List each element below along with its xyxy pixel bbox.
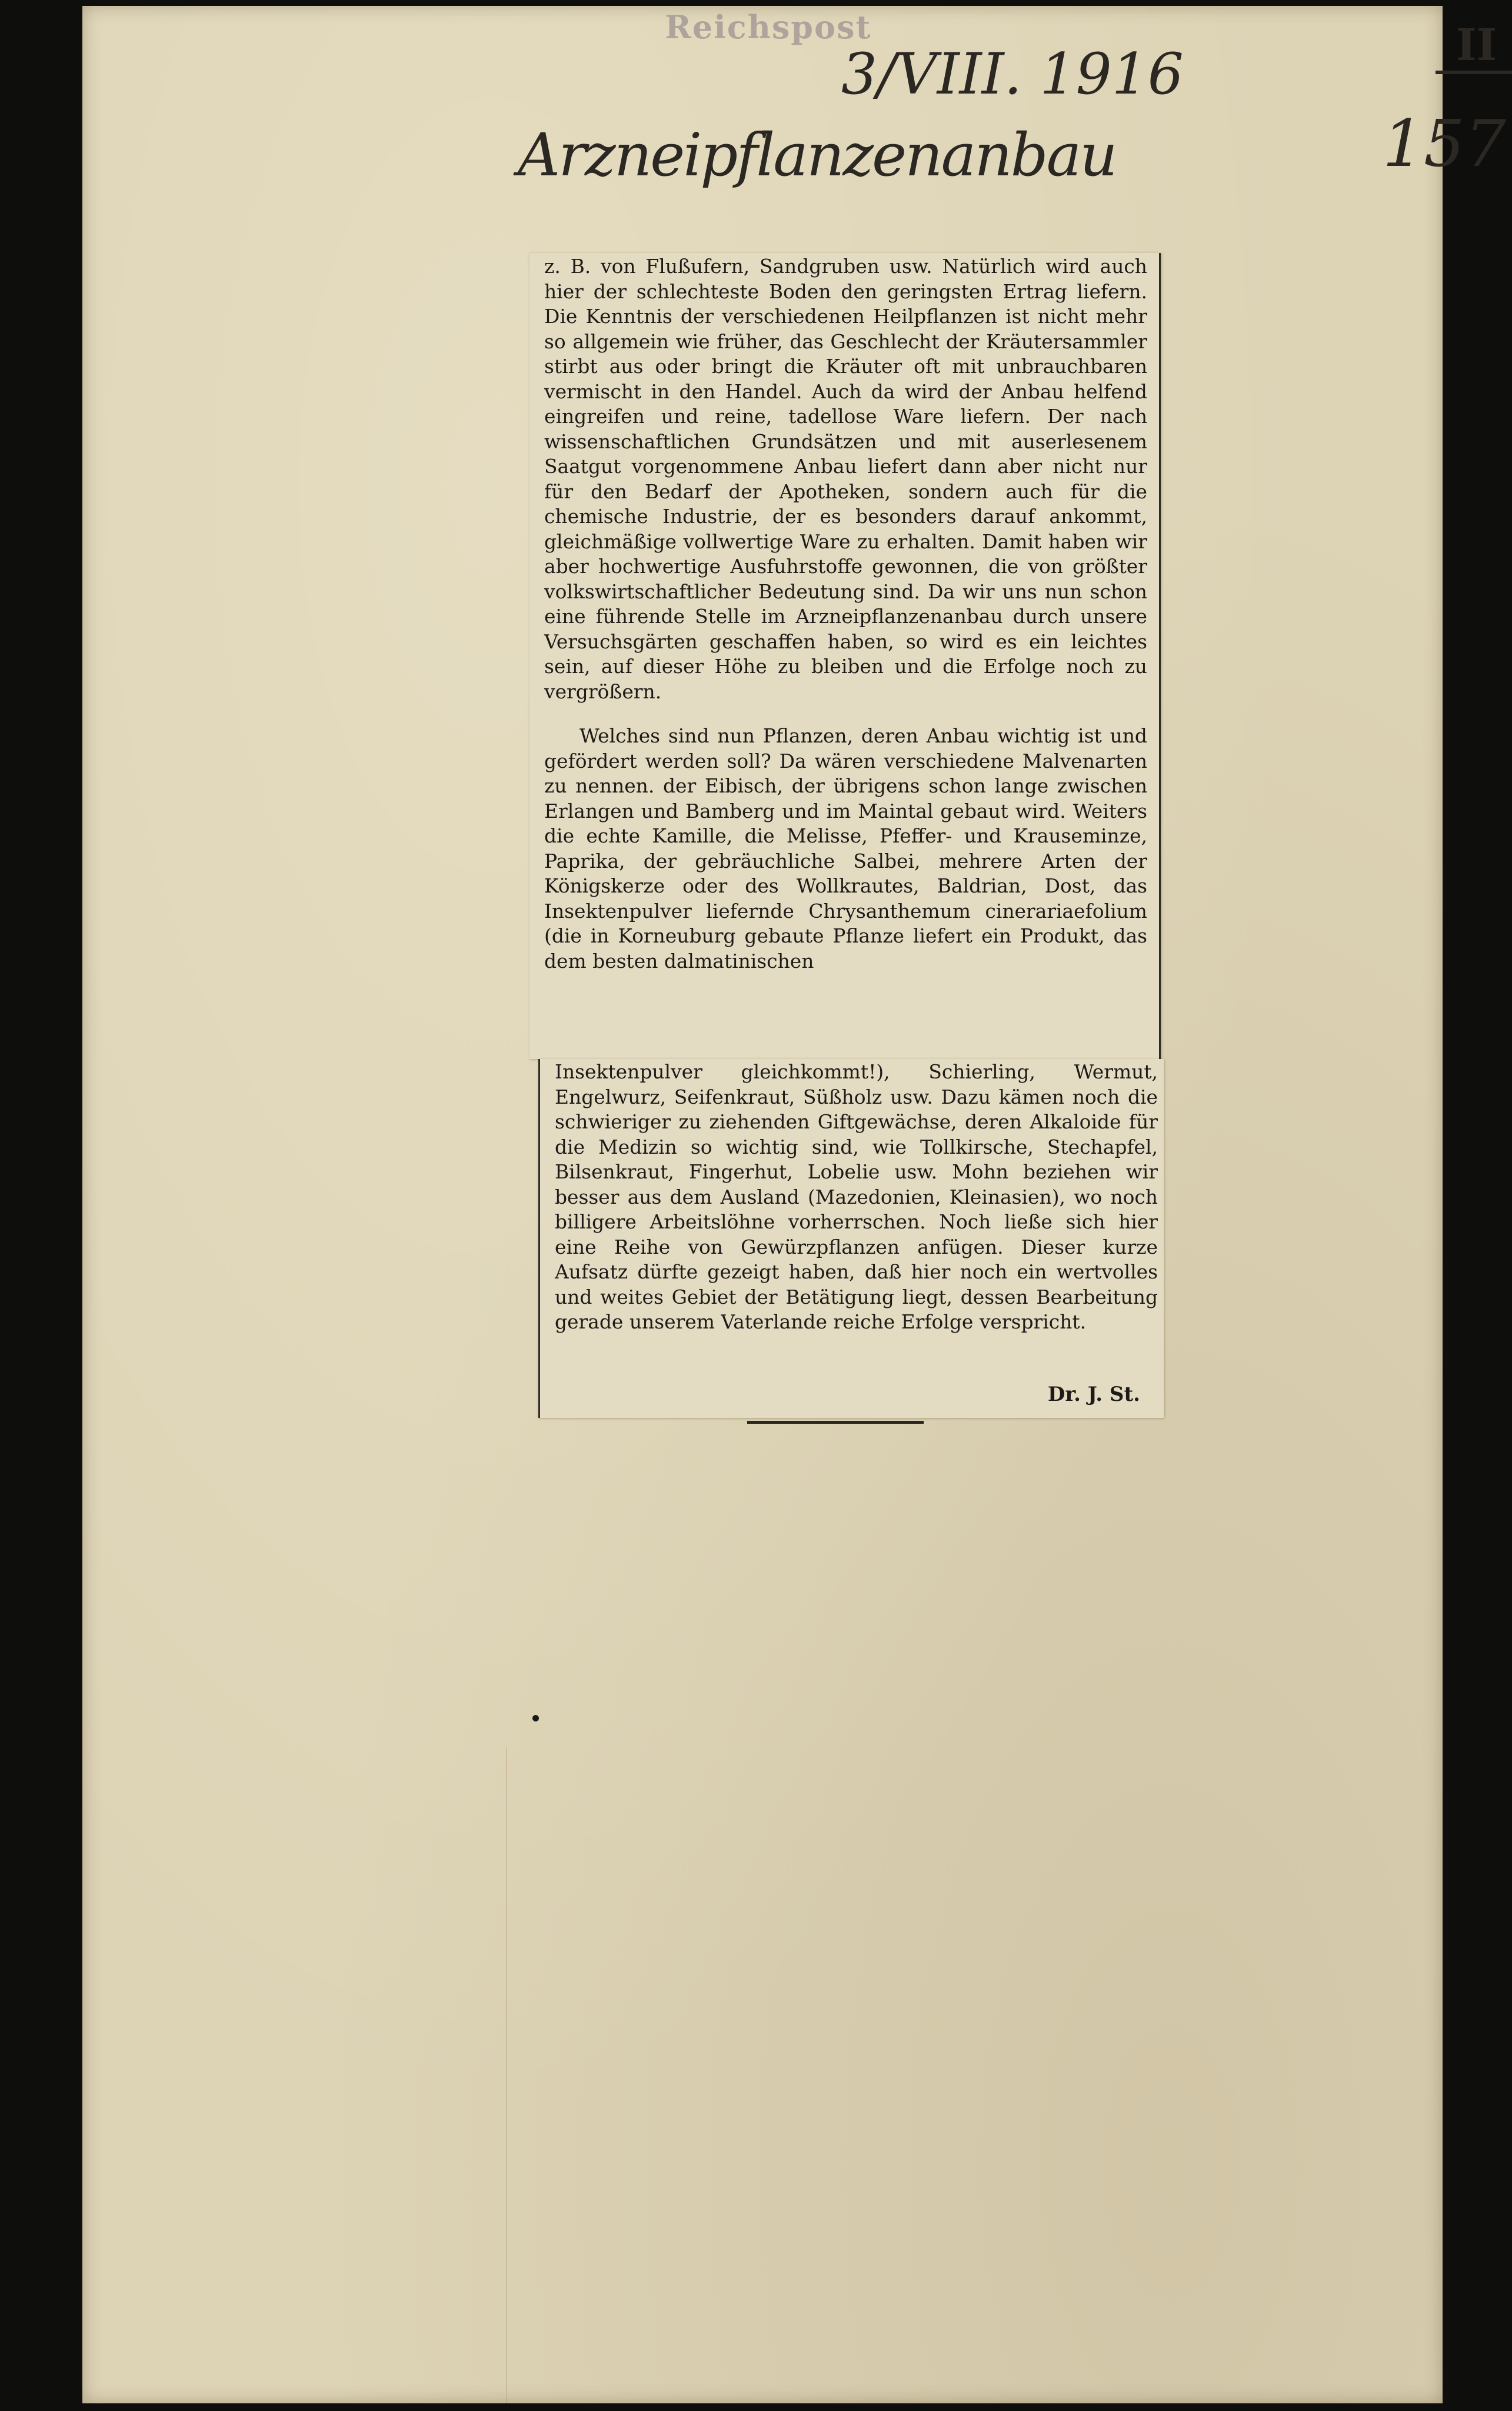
article-paragraph: z. B. von Flußufern, Sandgruben usw. Natürlich wird auch hier der schlechteste Boden den geringsten Ertrag liefern. Die Kenntnis der verschiedenen Heilpflanzen ist nicht mehr so allgemein wie früher, das Geschlecht der Kräutersammler stirbt aus oder bringt die Kräuter oft mit unbrauchbaren vermischt in den Handel. Auch da wird der Anbau helfend eingreifen und reine, tadellose Ware liefern. Der nach wissenschaftlichen Grundsätzen und mit auserlesenem Saatgut vorgenommene Anbau liefert dann aber nicht nur für den Bedarf der Apotheken, sondern auch für die chemische Industrie, der es besonders darauf ankommt, gleichmäßige vollwertige Ware zu erhalten. Damit haben wir aber hochwertige Ausfuhrstoffe gewonnen, die von größter volkswirtschaftlicher Bedeutung sind. Da wir uns nun schon eine führende Stelle im Arzneipflanzenanbau durch unsere Versuchsgärten geschaffen haben, so wird es ein leichtes sein, auf dieser Höhe zu bleiben und die Erfolge noch zu vergrößern.: [544, 255, 1147, 703]
newspaper-clipping-upper: [529, 253, 1161, 1059]
folio-number: 157: [1383, 106, 1506, 181]
handwritten-date: 3/VIII. 1916: [841, 41, 1184, 107]
newspaper-stamp: Reichspost: [665, 8, 872, 46]
article-paragraph: Welches sind nun Pflanzen, deren Anbau wichtig ist und gefördert werden soll? Da wären verschiedene Malvenarten zu nennen. der Eibisch, der übrigens schon lange zwischen Erlangen und Bamberg und im Maintal gebaut wird. Weiters die echte Kamille, die Melisse, Pfeffer- und Krauseminze, Paprika, der gebräuchliche Salbei, mehrere Arten der Königskerze oder des Wollkrautes, Baldrian, Dost, das Insektenpulver liefernde Chrysanthemum cinerariaefolium (die in Korneuburg gebaute Pflanze liefert ein Produkt, das dem besten dalmatinischen: [544, 724, 1147, 973]
article-paragraph: Insektenpulver gleichkommt!), Schierling, Wermut, Engelwurz, Seifenkraut, Süßholz usw. Dazu kämen noch die schwieriger zu ziehenden Giftgewächse, deren Alkaloide für die Medizin so wichtig sind, wie Tollkirsche, Stechapfel, Bilsenkraut, Fingerhut, Lobelie usw. Mohn beziehen wir besser aus dem Ausland (Mazedonien, Kleinasien), wo noch billigere Arbeitslöhne vorherrschen. Noch ließe sich hier eine Reihe von Gewürzpflanzen anfügen. Dieser kurze Aufsatz dürfte gezeigt haben, daß hier noch ein wertvolles und weites Gebiet der Betätigung liegt, dessen Bearbeitung gerade unserem Vaterlande reiche Erfolge verspricht.: [555, 1060, 1158, 1333]
ink-dot: [532, 1715, 539, 1721]
paper-crease: [506, 1747, 507, 2403]
archival-sheet: [82, 6, 1506, 2403]
newspaper-clipping-lower: [538, 1059, 1164, 1418]
article-end-rule: [747, 1421, 924, 1424]
author-signature: Dr. J. St.: [1047, 1383, 1140, 1406]
handwritten-title: Arzneipflanzenanbau: [518, 121, 1116, 189]
sheet-number: II: [1456, 20, 1497, 71]
sheet-number-underline: [1436, 71, 1512, 74]
